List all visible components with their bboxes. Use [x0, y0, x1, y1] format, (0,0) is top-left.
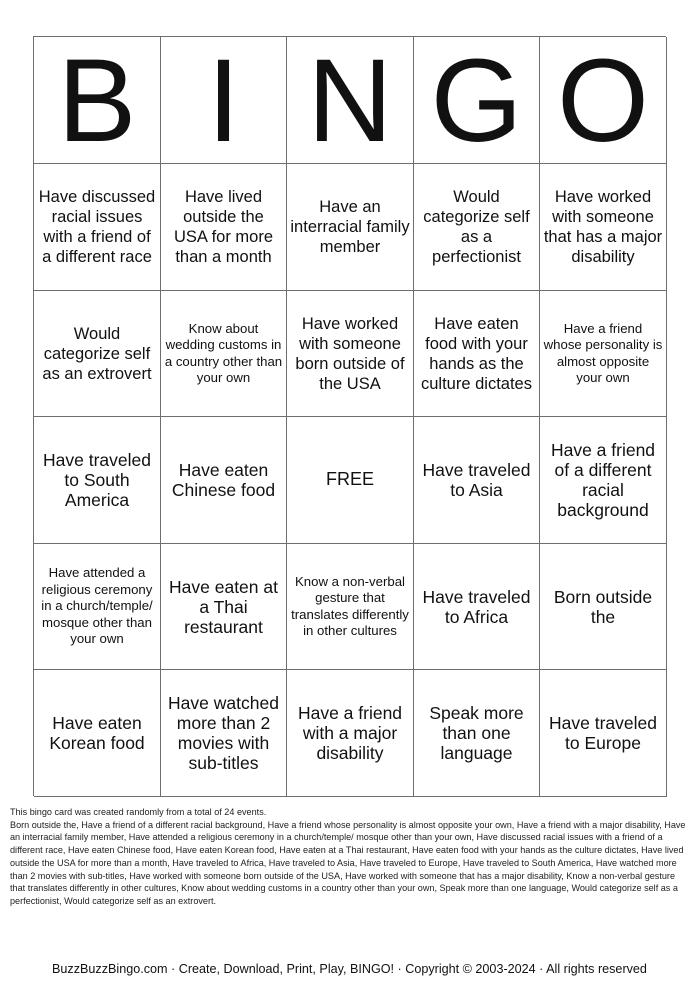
- letter-i: I: [207, 35, 240, 167]
- bingo-cell: Have a friend of a different racial background: [540, 417, 667, 544]
- bingo-cell: Have lived outside the USA for more than a month: [161, 164, 287, 291]
- bingo-cell: Would categorize self as a perfectionist: [414, 164, 540, 291]
- bingo-cell: Know a non-verbal gesture that translates differently in other cultures: [287, 544, 414, 670]
- letter-o: O: [557, 35, 649, 167]
- bingo-cell: Have a friend with a major disability: [287, 670, 414, 797]
- bingo-cell: Have traveled to Africa: [414, 544, 540, 670]
- page-footer: BuzzBuzzBingo.com · Create, Download, Print, Play, BINGO! · Copyright © 2003-2024 · All rights reserved: [52, 962, 647, 976]
- header-letter-b: [34, 35, 161, 167]
- bingo-card: [33, 36, 666, 796]
- bingo-cell: Speak more than one language: [414, 670, 540, 797]
- notes-summary: This bingo card was created randomly from a total of 24 events.: [10, 807, 267, 817]
- bingo-cell: Have an interracial family member: [287, 164, 414, 291]
- notes-event-list: Born outside the, Have a friend of a different racial background, Have a friend whose personality is almost opposite your own, Have a friend with a major disability, Have an interracial family member, Have attended a religious ceremony in a church/temple/ mosque other than your own, Have discussed racial issues with a friend of a different race, Have eaten Chinese food, Have eaten Korean food, Have eaten at a Thai restaurant, Have eaten food with your hands as the culture dictates, Have lived outside the USA for more than a month, Have traveled to Africa, Have traveled to Asia, Have traveled to Europe, Have traveled to South America, Have watched more than 2 movies with sub-titles, Have worked with someone born outside of the USA, Have worked with someone that has a major disability, Know a non-verbal gesture that translates differently in other cultures, Know about wedding customs in a country other than your own, Speak more than one language, Would categorize self as a perfectionist, Would categorize self as an extrovert.: [10, 819, 686, 906]
- bingo-cell: Have worked with someone born outside of the USA: [287, 291, 414, 417]
- bingo-cell: Have eaten food with your hands as the culture dictates: [414, 291, 540, 417]
- header-letter-o: [540, 35, 667, 167]
- bingo-cell: Have traveled to Europe: [540, 670, 667, 797]
- bingo-cell: Have discussed racial issues with a friend of a different race: [34, 164, 161, 291]
- bingo-cell: Have traveled to Asia: [414, 417, 540, 544]
- bingo-cell: Have eaten Korean food: [34, 670, 161, 797]
- bingo-cell: Have eaten Chinese food: [161, 417, 287, 544]
- header-letter-n: [287, 35, 414, 167]
- bingo-cell: Have attended a religious ceremony in a church/temple/ mosque other than your own: [34, 544, 161, 670]
- bingo-cell: Born outside the: [540, 544, 667, 670]
- letter-b: B: [57, 35, 137, 167]
- bingo-cell: Have worked with someone that has a major disability: [540, 164, 667, 291]
- bingo-cell: Have traveled to South America: [34, 417, 161, 544]
- bingo-cell: Have watched more than 2 movies with sub-titles: [161, 670, 287, 797]
- bingo-cell: Would categorize self as an extrovert: [34, 291, 161, 417]
- letter-n: N: [307, 35, 393, 167]
- free-space-cell: FREE: [287, 417, 414, 544]
- header-letter-g: [414, 35, 540, 167]
- bingo-cell: Know about wedding customs in a country other than your own: [161, 291, 287, 417]
- bingo-cell: Have eaten at a Thai restaurant: [161, 544, 287, 670]
- letter-g: G: [430, 35, 523, 167]
- card-notes: [10, 806, 690, 908]
- header-letter-i: [161, 35, 287, 167]
- bingo-cell: Have a friend whose personality is almost opposite your own: [540, 291, 667, 417]
